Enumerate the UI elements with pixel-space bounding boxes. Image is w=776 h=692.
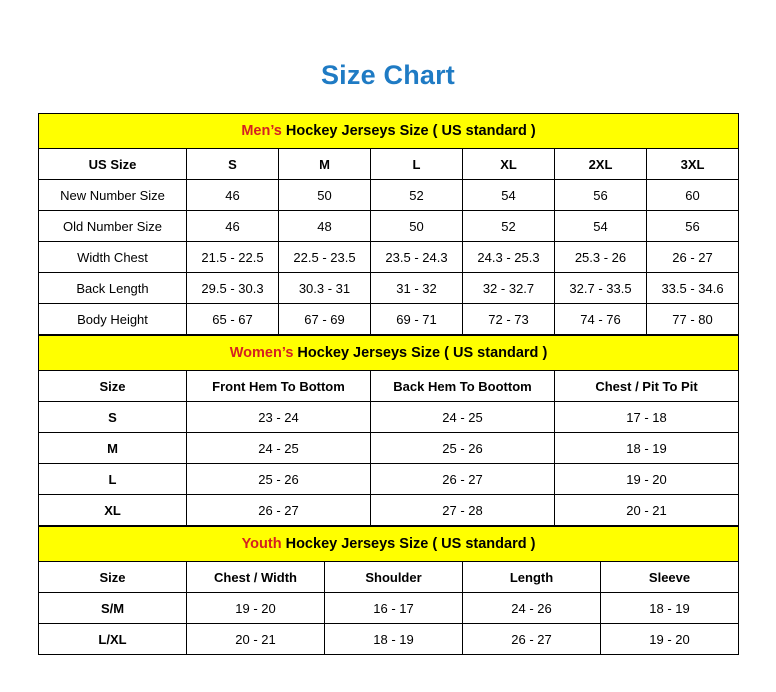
data-cell: 24 - 25 — [187, 433, 371, 464]
womens-header-cell: Size — [39, 371, 187, 402]
womens-banner-rest: Hockey Jerseys Size ( US standard ) — [293, 345, 548, 361]
data-cell: 24 - 25 — [371, 402, 555, 433]
data-cell: 56 — [555, 180, 647, 211]
mens-header-cell: US Size — [39, 149, 187, 180]
data-cell: 46 — [187, 211, 279, 242]
data-cell: 21.5 - 22.5 — [187, 242, 279, 273]
data-cell: 50 — [279, 180, 371, 211]
data-cell: 65 - 67 — [187, 304, 279, 335]
data-cell: 18 - 19 — [325, 624, 463, 655]
data-cell: 30.3 - 31 — [279, 273, 371, 304]
mens-banner-rest: Hockey Jerseys Size ( US standard ) — [281, 123, 536, 139]
mens-banner-row — [39, 114, 739, 149]
womens-banner-accent: Women’s — [229, 345, 294, 361]
youth-header-cell: Length — [463, 562, 601, 593]
row-label: L/XL — [39, 624, 187, 655]
data-cell: 25.3 - 26 — [555, 242, 647, 273]
row-label: Body Height — [39, 304, 187, 335]
mens-header-cell: S — [187, 149, 279, 180]
mens-header-cell: XL — [463, 149, 555, 180]
womens-header-cell: Back Hem To Boottom — [371, 371, 555, 402]
data-cell: 18 - 19 — [601, 593, 739, 624]
data-cell: 69 - 71 — [371, 304, 463, 335]
row-label: M — [39, 433, 187, 464]
data-cell: 26 - 27 — [647, 242, 739, 273]
womens-header-cell: Chest / Pit To Pit — [555, 371, 739, 402]
row-label: Width Chest — [39, 242, 187, 273]
data-cell: 48 — [279, 211, 371, 242]
womens-size-table — [38, 335, 739, 526]
table-row — [39, 211, 739, 242]
table-row — [39, 464, 739, 495]
mens-banner — [39, 114, 739, 149]
data-cell: 26 - 27 — [187, 495, 371, 526]
mens-banner-accent: Men’s — [241, 123, 282, 139]
row-label: Old Number Size — [39, 211, 187, 242]
data-cell: 17 - 18 — [555, 402, 739, 433]
mens-header-cell: 3XL — [647, 149, 739, 180]
data-cell: 22.5 - 23.5 — [279, 242, 371, 273]
data-cell: 50 — [371, 211, 463, 242]
data-cell: 31 - 32 — [371, 273, 463, 304]
table-row — [39, 495, 739, 526]
table-row — [39, 304, 739, 335]
row-label: L — [39, 464, 187, 495]
data-cell: 19 - 20 — [187, 593, 325, 624]
womens-banner-row — [39, 336, 739, 371]
data-cell: 52 — [371, 180, 463, 211]
data-cell: 26 - 27 — [463, 624, 601, 655]
table-row — [39, 402, 739, 433]
data-cell: 16 - 17 — [325, 593, 463, 624]
data-cell: 25 - 26 — [187, 464, 371, 495]
data-cell: 52 — [463, 211, 555, 242]
table-row — [39, 242, 739, 273]
data-cell: 54 — [463, 180, 555, 211]
data-cell: 33.5 - 34.6 — [647, 273, 739, 304]
youth-header-cell: Sleeve — [601, 562, 739, 593]
data-cell: 27 - 28 — [371, 495, 555, 526]
data-cell: 77 - 80 — [647, 304, 739, 335]
data-cell: 20 - 21 — [187, 624, 325, 655]
data-cell: 46 — [187, 180, 279, 211]
mens-header-cell: 2XL — [555, 149, 647, 180]
youth-header-row — [39, 562, 739, 593]
data-cell: 18 - 19 — [555, 433, 739, 464]
row-label: New Number Size — [39, 180, 187, 211]
data-cell: 32 - 32.7 — [463, 273, 555, 304]
row-label: XL — [39, 495, 187, 526]
womens-banner — [39, 336, 739, 371]
mens-header-cell: L — [371, 149, 463, 180]
row-label: Back Length — [39, 273, 187, 304]
table-row — [39, 273, 739, 304]
data-cell: 23.5 - 24.3 — [371, 242, 463, 273]
data-cell: 60 — [647, 180, 739, 211]
table-row — [39, 593, 739, 624]
data-cell: 56 — [647, 211, 739, 242]
data-cell: 19 - 20 — [555, 464, 739, 495]
youth-banner — [39, 527, 739, 562]
mens-header-cell: M — [279, 149, 371, 180]
table-row — [39, 180, 739, 211]
tables-container — [38, 113, 738, 655]
youth-banner-row — [39, 527, 739, 562]
data-cell: 72 - 73 — [463, 304, 555, 335]
data-cell: 29.5 - 30.3 — [187, 273, 279, 304]
youth-size-table — [38, 526, 739, 655]
data-cell: 24 - 26 — [463, 593, 601, 624]
table-row — [39, 433, 739, 464]
mens-size-table — [38, 113, 739, 335]
womens-header-cell: Front Hem To Bottom — [187, 371, 371, 402]
data-cell: 67 - 69 — [279, 304, 371, 335]
row-label: S/M — [39, 593, 187, 624]
page-title: Size Chart — [320, 60, 456, 90]
youth-header-cell: Chest / Width — [187, 562, 325, 593]
data-cell: 25 - 26 — [371, 433, 555, 464]
youth-header-cell: Shoulder — [325, 562, 463, 593]
table-row — [39, 624, 739, 655]
data-cell: 23 - 24 — [187, 402, 371, 433]
data-cell: 54 — [555, 211, 647, 242]
mens-header-row — [39, 149, 739, 180]
youth-banner-accent: Youth — [241, 536, 282, 552]
data-cell: 32.7 - 33.5 — [555, 273, 647, 304]
youth-header-cell: Size — [39, 562, 187, 593]
womens-header-row — [39, 371, 739, 402]
data-cell: 26 - 27 — [371, 464, 555, 495]
data-cell: 24.3 - 25.3 — [463, 242, 555, 273]
youth-banner-rest: Hockey Jerseys Size ( US standard ) — [281, 536, 536, 552]
row-label: S — [39, 402, 187, 433]
data-cell: 20 - 21 — [555, 495, 739, 526]
data-cell: 19 - 20 — [601, 624, 739, 655]
data-cell: 74 - 76 — [555, 304, 647, 335]
